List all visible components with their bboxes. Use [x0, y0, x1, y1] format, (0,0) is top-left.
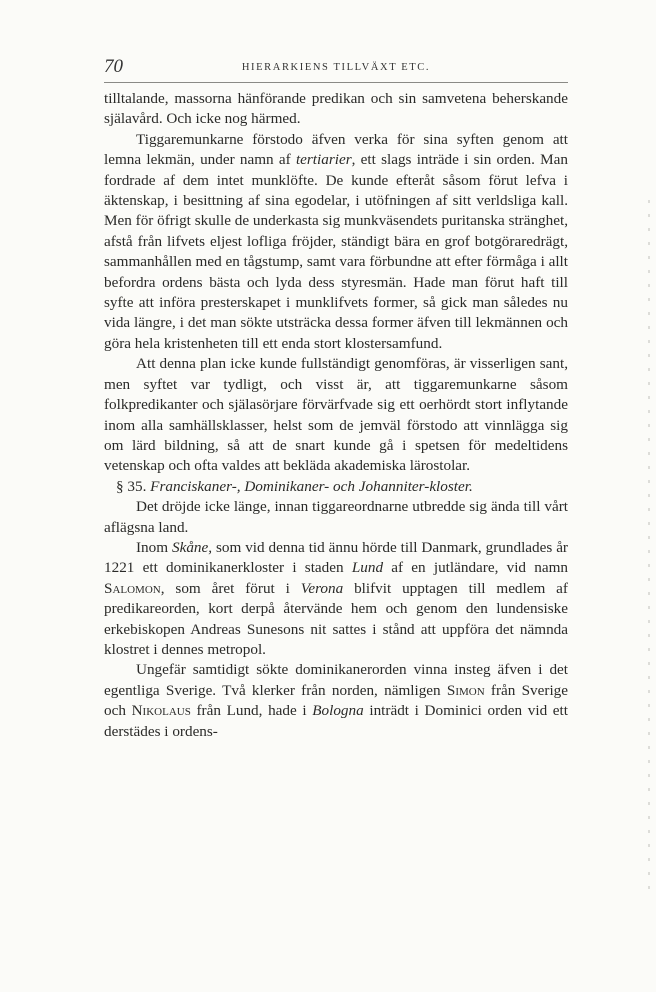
- italic-place: Lund: [351, 559, 384, 577]
- paragraph-influence: [104, 354, 568, 476]
- paragraph-text: Ungefär samtidigt sökte dominikanerorden vinna insteg äfven i det egentliga Sverige. Två klerker från norden, nämligen: [104, 661, 568, 699]
- paragraph-text: Inom: [136, 538, 172, 556]
- page-header: [104, 56, 568, 78]
- page-edge-shadow: [648, 200, 650, 900]
- small-caps-name: Nikolaus: [131, 702, 191, 720]
- section-paragraph-3: [104, 660, 568, 742]
- paragraph-text: blifvit upptagen till medlem af predikareorden, kort derpå återvände hem och genom den lundensiske erkebiskopen Andreas Sunesons nit sattes i stånd att uppföra det nämnda klostret i dennes metropol.: [104, 579, 568, 658]
- section-number: § 35.: [116, 477, 147, 495]
- paragraph-text: som vid denna tid ännu hörde till Danmark, grundlades år 1221 ett dominikanerkloster i staden: [104, 538, 568, 577]
- section-title: Franciskaner-, Dominikaner- och Johanniter-kloster.: [150, 477, 473, 495]
- paragraph-text: från Sverige och: [104, 681, 568, 720]
- page-number: 70: [104, 56, 123, 77]
- paragraph-text: Det dröjde icke länge, innan tiggareordnarne utbredde sig ända till vårt aflägsna land.: [104, 498, 568, 536]
- section-paragraph-2: [104, 538, 568, 660]
- paragraph-text: Att denna plan icke kunde fullständigt genomföras, är visserligen sant, men syftet var tydligt, och visst är, att tiggaremunkarne såsom folkpredikanter och själasörjare förvärfvade sig ett oerhördt stort inflytande inom alla samhällsklasser, helst som de jemväl förstodo att vinnlägga sig om lärd bildning, så att de snart kunde gå i spetsen för medeltidens vetenskap och ofta valdes att bekläda akademiska lärostolar.: [104, 355, 568, 475]
- italic-term: tertiarier: [295, 151, 352, 169]
- header-rule: [104, 82, 568, 83]
- running-title: HIERARKIENS TILLVÄXT ETC.: [241, 62, 431, 73]
- paragraph-text: Tiggaremunkarne förstodo äfven verka för sina syften genom att lemna lekmän, under namn af: [104, 130, 568, 169]
- paragraph-text: af en jutländare, vid namn: [383, 559, 568, 577]
- section-paragraph-1: [104, 497, 568, 538]
- paragraph-continuation: [104, 89, 568, 130]
- italic-place: Skåne,: [171, 538, 213, 556]
- section-heading: [104, 477, 568, 497]
- paragraph-text: från Lund, hade i: [190, 702, 313, 720]
- paragraph-tertiarier: [104, 130, 568, 354]
- paragraph-text: tilltalande, massorna hänförande predikan och sin samvetena beherskande själavård. Och icke nog härmed.: [104, 90, 568, 128]
- small-caps-name: Simon: [446, 681, 485, 699]
- italic-place: Verona: [300, 579, 344, 597]
- paragraph-text: inträdt i Dominici orden vid ett derstädes i ordens-: [104, 702, 568, 740]
- italic-place: Bologna: [312, 702, 364, 720]
- body-text: [104, 89, 568, 742]
- paragraph-text: , ett slags inträde i sin orden. Man fordrade af dem intet munklöfte. De kunde efteråt såsom förut lefva i äktenskap, i besittning af sina egodelar, i utöfningen af sitt verldsliga kall. Men för öfrigt skulle de underkasta sig munkväsendets puritanska stränghet, afstå från lifvets eljest lofliga fröjder, ständigt bära en grof botgöraredrägt, sammanhållen med en tågstump, samt vara förbundne att efter förmåga i allt befordra ordens bästa och lyda dess styresmän. Hade man förut haft till syfte att införa presterskapet i munklifvets former, så gick man således nu vida längre, i det man sökte utsträcka dessa former äfven till lekmännen och göra hela kristenheten till ett enda stort klostersamfund.: [104, 151, 568, 352]
- small-caps-name: Salomon: [104, 579, 161, 597]
- paragraph-text: , som året förut i: [160, 579, 301, 597]
